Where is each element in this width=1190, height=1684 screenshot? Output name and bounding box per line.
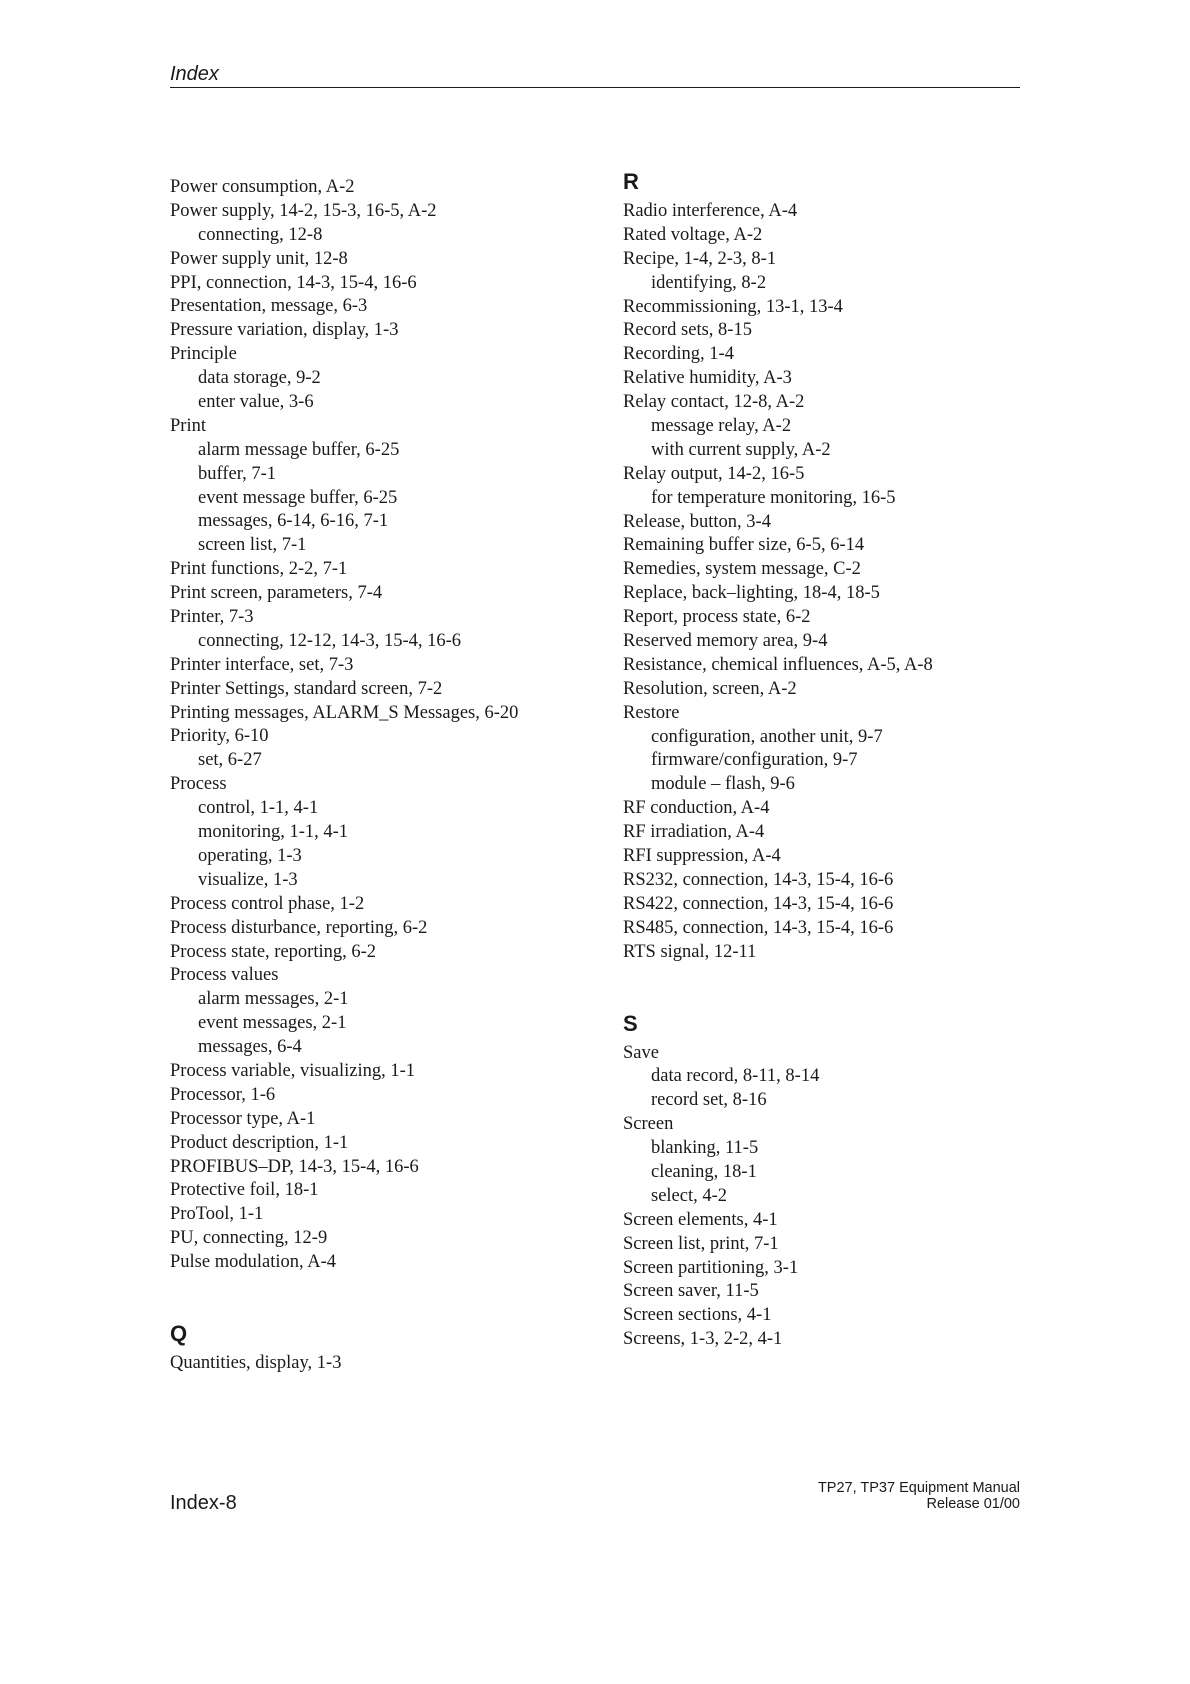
index-subentry: module – flash, 9-6 [651,774,795,795]
index-subentry: for temperature monitoring, 16-5 [651,487,896,508]
index-entry: Process values [170,965,279,986]
index-subentry: record set, 8-16 [651,1090,767,1111]
index-entry: ProTool, 1-1 [170,1204,264,1225]
index-subentry: data storage, 9-2 [198,368,321,389]
s-entries-list [623,1042,1063,1353]
index-entry: Restore [623,702,680,723]
index-subentry: blanking, 11-5 [651,1138,759,1159]
index-entry: Principle [170,344,237,365]
index-entry: Replace, back–lighting, 18-4, 18-5 [623,583,880,604]
index-subentry: connecting, 12-8 [198,224,323,245]
index-subentry: alarm message buffer, 6-25 [198,439,400,460]
index-entry: Screen list, print, 7-1 [623,1233,779,1254]
index-subentry: buffer, 7-1 [198,463,277,484]
index-entry: RTS signal, 12-11 [623,941,757,962]
index-entry: Resolution, screen, A-2 [623,678,797,699]
manual-title: TP27, TP37 Equipment Manual [817,1480,1020,1496]
index-entry: Power supply unit, 12-8 [170,248,348,269]
index-entry: PROFIBUS–DP, 14-3, 15-4, 16-6 [170,1156,419,1177]
index-entry: Screen elements, 4-1 [623,1209,778,1230]
index-subentry: messages, 6-4 [198,1037,302,1058]
release-info: Release 01/00 [926,1496,1020,1512]
index-entry: Pulse modulation, A-4 [170,1252,336,1273]
index-entry: Protective foil, 18-1 [170,1180,319,1201]
section-letter-r: R [623,169,639,194]
footer-manual-info [818,1480,1020,1512]
index-entry: Relay contact, 12-8, A-2 [623,392,805,413]
q-entries-list [170,1352,610,1376]
index-subentry: enter value, 3-6 [198,392,314,413]
index-entry: Screen saver, 11-5 [623,1281,759,1302]
index-subentry: message relay, A-2 [651,416,792,437]
index-entry: Report, process state, 6-2 [623,607,811,628]
index-entry: Print functions, 2-2, 7-1 [170,559,348,580]
index-entry: Screen [623,1114,674,1135]
index-entry: RF irradiation, A-4 [623,822,765,843]
index-entry: Process control phase, 1-2 [170,893,365,914]
index-entry: Printer, 7-3 [170,607,254,628]
index-entry: Processor, 1-6 [170,1084,276,1105]
index-subentry: alarm messages, 2-1 [198,989,349,1010]
index-entry: Printer interface, set, 7-3 [170,654,354,675]
index-column-right [623,169,1063,1352]
index-subentry: event messages, 2-1 [198,1013,347,1034]
section-letter-q: Q [170,1320,188,1346]
index-entry: Power supply, 14-2, 15-3, 16-5, A-2 [170,200,437,221]
index-entry: Relay output, 14-2, 16-5 [623,463,805,484]
index-entry: Record sets, 8-15 [623,320,752,341]
index-entry: Processor type, A-1 [170,1108,316,1129]
index-column-left [170,176,610,1376]
index-entry: Screen sections, 4-1 [623,1305,772,1326]
index-entry: Power consumption, A-2 [170,177,355,197]
page-number: Index-8 [170,1492,237,1514]
index-entry: Remedies, system message, C-2 [623,559,861,580]
section-letter-s: S [623,1010,638,1036]
index-entry: Radio interference, A-4 [623,201,798,221]
index-entry: RF conduction, A-4 [623,798,770,819]
index-entry: PPI, connection, 14-3, 15-4, 16-6 [170,272,417,293]
index-entry: Rated voltage, A-2 [623,224,763,245]
index-entry: RS422, connection, 14-3, 15-4, 16-6 [623,893,894,914]
index-entry: Process state, reporting, 6-2 [170,941,377,962]
index-entry: Recording, 1-4 [623,344,734,365]
index-subentry: select, 4-2 [651,1185,728,1206]
index-entry: Priority, 6-10 [170,726,269,747]
index-subentry: configuration, another unit, 9-7 [651,726,883,747]
index-subentry: control, 1-1, 4-1 [198,798,319,819]
index-entry: Reserved memory area, 9-4 [623,631,828,652]
index-subentry: connecting, 12-12, 14-3, 15-4, 16-6 [198,630,462,651]
header-divider [170,87,1020,88]
index-entry: Quantities, display, 1-3 [170,1352,342,1373]
index-entry: Presentation, message, 6-3 [170,296,368,317]
index-entry: Remaining buffer size, 6-5, 6-14 [623,535,865,556]
index-subentry: operating, 1-3 [198,845,302,866]
index-entry: Save [623,1042,659,1063]
index-subentry: messages, 6-14, 6-16, 7-1 [198,511,389,532]
index-subentry: visualize, 1-3 [198,869,298,890]
index-entry: Recipe, 1-4, 2-3, 8-1 [623,248,777,269]
index-entry: Printer Settings, standard screen, 7-2 [170,678,443,699]
index-entry: PU, connecting, 12-9 [170,1228,328,1249]
index-subentry: data record, 8-11, 8-14 [651,1066,820,1087]
index-subentry: cleaning, 18-1 [651,1161,757,1182]
index-subentry: identifying, 8-2 [651,272,767,293]
index-entry: Pressure variation, display, 1-3 [170,320,399,341]
index-entry: Process [170,774,227,795]
index-subentry: firmware/configuration, 9-7 [651,750,858,771]
index-entry: RFI suppression, A-4 [623,846,781,867]
index-subentry: monitoring, 1-1, 4-1 [198,822,349,843]
index-entry: RS232, connection, 14-3, 15-4, 16-6 [623,869,894,890]
index-subentry: screen list, 7-1 [198,535,307,556]
index-entry: Screens, 1-3, 2-2, 4-1 [623,1329,783,1350]
index-entry: Process variable, visualizing, 1-1 [170,1060,416,1081]
index-entry: Resistance, chemical influences, A-5, A-8 [623,654,933,675]
index-entry: Release, button, 3-4 [623,511,771,532]
index-entry: Print screen, parameters, 7-4 [170,583,383,604]
r-entries-list [623,200,1063,965]
index-entry: Product description, 1-1 [170,1132,349,1153]
left-entries-list [170,176,610,1275]
index-entry: RS485, connection, 14-3, 15-4, 16-6 [623,917,894,938]
index-subentry: event message buffer, 6-25 [198,487,398,508]
index-entry: Recommissioning, 13-1, 13-4 [623,296,843,317]
index-entry: Screen partitioning, 3-1 [623,1257,799,1278]
index-subentry: set, 6-27 [198,750,262,771]
index-subentry: with current supply, A-2 [651,439,831,460]
index-entry: Relative humidity, A-3 [623,368,792,389]
index-entry: Process disturbance, reporting, 6-2 [170,917,428,938]
index-entry: Printing messages, ALARM_S Messages, 6-20 [170,702,519,723]
index-entry: Print [170,415,206,436]
running-header: Index [170,63,219,85]
